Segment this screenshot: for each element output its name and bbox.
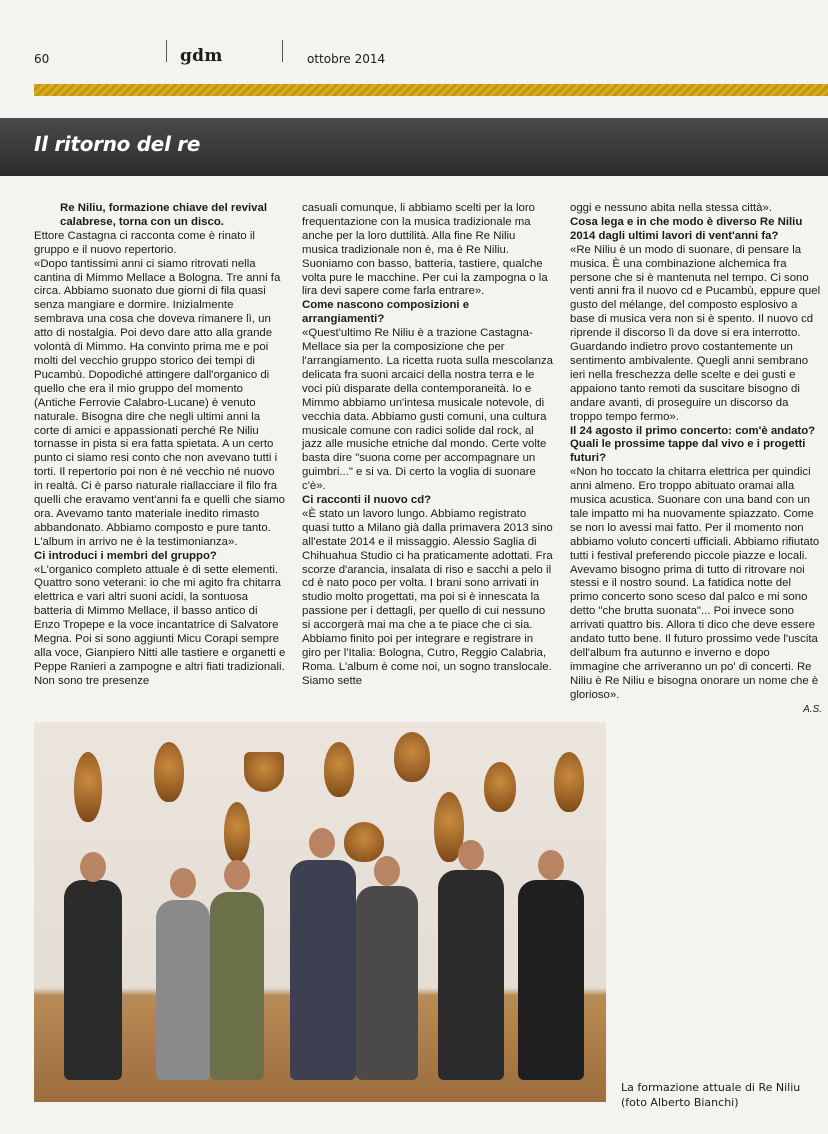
divider — [166, 40, 167, 62]
paragraph: oggi e nessuno abita nella stessa città». — [570, 202, 773, 214]
divider — [282, 40, 283, 62]
paragraph: «Quest'ultimo Re Niliu è a trazione Castagna-Mellace sia per la composizione che per l'arrangiamento. La ricetta ruota sulla mescolanza delicata fra suoni arcaici della nostra terra e le voci più disparate della contemporaneità. Io e Mimmo abbiamo un'intesa musicale notevole, di vecchia data. Abbiamo gusti comuni, una cultura musicale comune con radici solide dal rock, al jazz alle musiche etniche dal mondo. Certe volte basta dire "suona come per accompagnare un guimbri..." e si va. Di certo la voglia di suonare c'è». — [302, 327, 554, 493]
title-bar — [0, 118, 828, 176]
article-title: Il ritorno del re — [34, 132, 201, 156]
article-lead: Re Niliu, formazione chiave del revival calabrese, torna con un disco. — [60, 202, 268, 228]
paragraph: «L'organico completo attuale è di sette elementi. Quattro sono veterani: io che mi agito fra chitarra elettrica e vari altri suoni acidi, la sontuosa batteria di Mimmo Mellace, il basso antico di Enzo Tropepe e la voce incantatrice di Salvatore Megna. Poi si sono aggiunti Micu Corapi sempre alla voce, Gianpiero Nitti alle tastiere e organetti e Peppe Ranieri a zampogne e altri fiati tradizionali. Non sono tre presenze — [34, 563, 286, 687]
magazine-logo: gdm — [180, 46, 223, 66]
column-3 — [570, 202, 822, 715]
page-header — [0, 0, 828, 85]
column-1 — [34, 202, 286, 700]
decorative-stripe — [34, 84, 828, 96]
question-heading: Ci introduci i membri del gruppo? — [34, 549, 217, 562]
paragraph: Ettore Castagna ci racconta come è rinato il gruppo e il nuovo repertorio. — [34, 229, 255, 256]
paragraph: «È stato un lavoro lungo. Abbiamo registrato quasi tutto a Milano già dalla primavera 2013 sino all'estate 2014 e il missaggio. Alessio Saglia di Chihuahua Studio ci ha praticamente adottati. Fra scorze d'arancia, insalata di riso e sacchi a pelo il cd è nato poco per volta. I brani sono arrivati in studio molto progettati, ma poi si è innescata la passione per i dettagli, per quello di cui nessuno si accorgerà mai ma che a te piace che ci sia. Abbiamo finito poi per integrare e registrare in giro per l'Italia: Bologna, Cutro, Reggio Calabria, Roma. L'album è come noi, un sogno translocale. Siamo sette — [302, 507, 553, 687]
photo-caption — [621, 1080, 800, 1110]
question-heading: Ci racconti il nuovo cd? — [302, 494, 432, 507]
article-body — [34, 202, 822, 715]
issue-date: ottobre 2014 — [307, 52, 386, 66]
question-heading: Come nascono composizioni e arrangiamenti? — [302, 299, 470, 326]
paragraph: casuali comunque, li abbiamo scelti per la loro frequentazione con la musica tradizionale ma anche per la loro duttilità. Alla fine Re Niliu musica tradizionale non è, ma è Re Niliu. Suoniamo con basso, batteria, tastiere, qualche volta pure le macchine. Per cui la zampogna o la lira devi sapere come farla entrare». — [302, 202, 548, 298]
photo-credit: (foto Alberto Bianchi) — [621, 1096, 739, 1109]
caption-line: La formazione attuale di Re Niliu — [621, 1081, 801, 1094]
page-number: 60 — [34, 52, 50, 66]
question-heading: Il 24 agosto il primo concerto: com'è andato? Quali le prossime tappe dal vivo e i progetti futuri? — [570, 424, 816, 465]
paragraph: «Re Niliu è un modo di suonare, di pensare la musica. È una combinazione alchemica fra persone che si è mantenuta nel tempo. Ci sono venti anni fra il nuovo cd e Pucambù, eppure quel gusto del mélange, del composto esplosivo a base di musica vera non si è spento. Il nuovo cd riprende il discorso lì da dove si era interrotto. Guardando indietro provo costantemente un sentimento ambivalente. Quegli anni sembrano ieri nella freschezza delle scelte e dei gusti e appaiono tanto remoti da suscitare bisogno di andare avanti, di proseguire un discorso da troppo tempo fermo». — [570, 243, 821, 423]
column-2 — [302, 202, 554, 700]
band-photo — [34, 722, 606, 1102]
paragraph: «Non ho toccato la chitarra elettrica per quindici anni almeno. Ero troppo abituato oramai alla musica acustica. Suonare con una band con un tale impatto mi ha nuovamente spiazzato. Come se non lo avessi mai fatto. Per il momento non abbiamo voluto concerti ufficiali. Abbiamo rifiutato tutti i festival preferendo piccole piazze e locali. Avevamo bisogno prima di tutto di ritrovare noi stessi e il nostro sound. La fatidica notte del primo concerto sono sceso dal palco e mi sono detto "che brutta suonata"... Poi invece sono arrivati quattro bis. Allora ti dico che deve essere andato tutto bene. Il futuro prossimo vede l'uscita dell'album fra autunno e inverno e dopo immagine che arriveranno un po' di concerti. Re Niliu è Re Niliu e bisogna onorare un nome che è glorioso». — [570, 466, 820, 701]
author-signature: A.S. — [803, 703, 822, 715]
paragraph: «Dopo tantissimi anni ci siamo ritrovati nella cantina di Mimmo Mellace a Bologna. Tre anni fa circa. Abbiamo suonato due giorni di fila quasi senza mangiare e dormire. Inizialmente sembrava una cosa che doveva rimanere lì, un atto di nostalgia. Poi devo dare atto alla grande volontà di Mimmo. Ha convinto prima me e poi molti del vecchio gruppo storico dei tempi di Pucambù. Dopodiché attingere dall'organico di quello che era il mio gruppo del momento (Antiche Ferrovie Calabro-Lucane) è venuto naturale. Bisogna dire che negli ultimi anni la corte di amici e appassionati perché Re Niliu tornasse in pista si era fatta spietata. A un certo punto ci siamo resi conto che non avevano tutti i torti. Il repertorio poi non è né vecchio né nuovo in realtà. Ci è parso naturale riallacciare il filo fra quelli che eravamo vent'anni fa e quelli che siamo ora. Avevamo tanto materiale inedito rimasto abbandonato. Abbiamo composto e pure tanto. L'album in arrivo ne è la testimonianza». — [34, 257, 286, 548]
question-heading: Cosa lega e in che modo è diverso Re Niliu 2014 dagli ultimi lavori di vent'anni fa? — [570, 215, 803, 242]
